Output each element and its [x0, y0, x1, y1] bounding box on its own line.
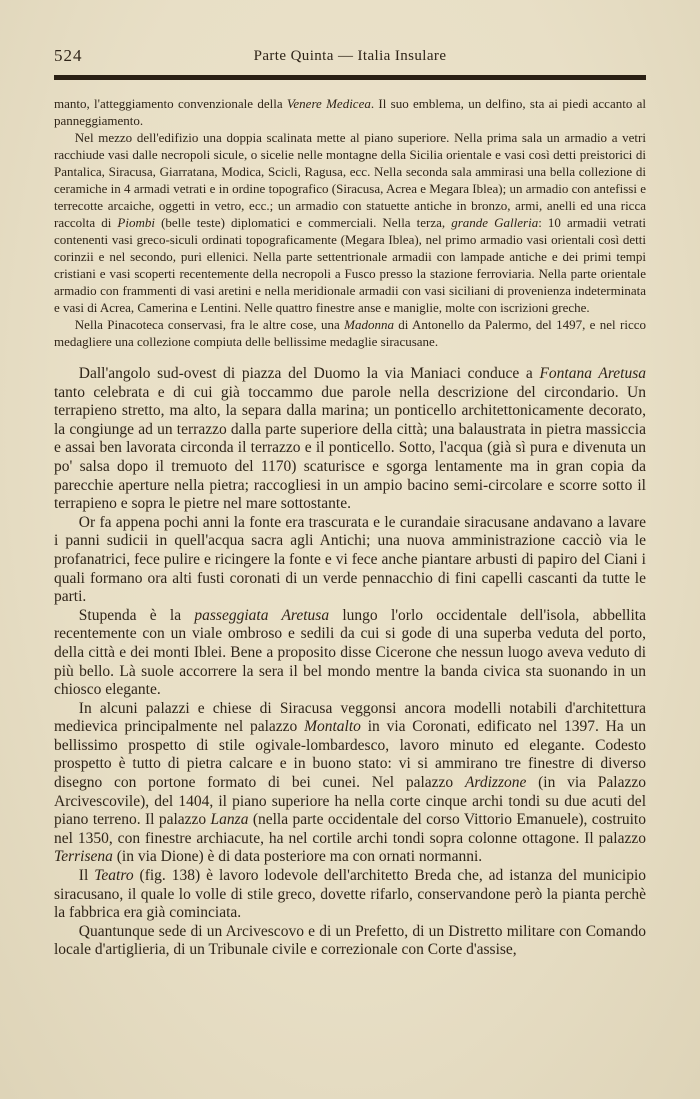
italic-term: Terrisena	[54, 848, 113, 866]
italic-term: Piombi	[117, 215, 155, 230]
text-run: (in via Dione) è di data posteriore ma con ornati normanni.	[112, 848, 483, 866]
paragraph	[54, 316, 646, 350]
main-text-section	[54, 365, 646, 960]
paragraph	[54, 129, 646, 316]
text-run: tanto celebrata e di cui già toccammo due parole nella descrizione del circondario. Un terrapieno stretto, ma alto, la separa dalla marina; un ponticello architettonicamente decorato, la congiunge ad un terrazzo dalla parte superiore della città; una balaustrata in pietra massiccia e assai ben lavorata circonda il terrazzo e il ponticello. Sotto, l'acqua (già sì pura e divenuta un po' salsa dopo il tremuoto del 1170) scaturisce e sgorga lentamente ma in gran copia da parecchie aperture nella pietra; raccogliesi in un ampio bacino semi-circolare e scorre sotto il terrapieno e sopra le pietre nel mare sottostante.	[54, 383, 646, 513]
text-run: di Antonello da Palermo, del 1497, e nel ricco medagliere una collezione compiuta delle bellissime medaglie siracusane.	[54, 317, 646, 349]
text-run: Il	[78, 867, 95, 885]
text-run: Stupenda è la	[78, 606, 195, 624]
italic-term: Montalto	[304, 718, 361, 736]
paragraph	[54, 365, 646, 514]
italic-term: grande Galleria	[451, 215, 539, 230]
running-title: Parte Quinta — Italia Insulare	[253, 48, 447, 64]
header-rule	[54, 75, 646, 80]
text-run: : 10 armadii vetrati contenenti vasi greco-siculi ordinati topograficamente (Megara Iblea), nel primo armadio vasi orientali così detti corinzii e nel secondo, puri ellenici. Nella parte settentrionale armadii con lampade antiche e dei primi tempi cristiani e vasi scoperti recentemente della necropoli a Fusco presso la stazione ferroviaria. Nella parte orientale armadio con frammenti di vasi aretini e nella meridionale armadii con vasi siciliani di provenienza indeterminata e vasi di Acrea, Camerina e Lentini. Nelle quattro finestre anse e maniglie, molte con iscrizioni greche.	[54, 215, 646, 315]
text-run: (fig. 138) è lavoro lodevole dell'architetto Breda che, ad istanza del municipio siracusano, il quale lo volle di stile greco, dovette rifarlo, conservandone però la pianta perchè la fabbrica era già cominciata.	[54, 867, 646, 922]
italic-term: Venere Medicea	[286, 96, 371, 111]
italic-term: Madonna	[344, 317, 394, 332]
text-run: in via Coronati, edificato nel 1397. Ha un bellissimo prospetto di stile ogivale-lombardesco, lavoro minuto ed elegante. Codesto prospetto è tutto di pietra calcare e in buono stato: vi si ammirano tre finestre di diverso disegno con portone formato di bei cunei. Nel palazzo	[54, 718, 646, 792]
paragraph	[54, 607, 646, 700]
italic-term: Ardizzone	[464, 774, 527, 792]
italic-term: passeggiata Aretusa	[194, 606, 330, 624]
text-run: Nella Pinacoteca conservasi, fra le altre cose, una	[74, 317, 345, 332]
text-run: manto, l'atteggiamento convenzionale della	[54, 96, 287, 111]
italic-term: Teatro	[94, 867, 134, 885]
text-run: . Il suo emblema, un delfino, sta ai piedi accanto al panneggiamento.	[54, 96, 647, 128]
paragraph	[54, 95, 646, 129]
text-run: lungo l'orlo occidentale dell'isola, abbellita recentemente con un viale ombroso e sedili da cui si gode di una superba veduta del porto, della città e dei monti Iblei. Bene a proposito disse Cicerone che nessun luogo aveva veduto di più bello. Là suole accorrere la sera il bel mondo mentre la banda civica sta suonando in un chiosco elegante.	[54, 606, 646, 699]
paragraph	[54, 700, 646, 867]
small-print-section	[54, 95, 646, 350]
text-run: (nella parte occidentale del corso Vittorio Emanuele), costruito nel 1350, con finestre archiacute, ha nel cortile archi tondi sopra colonne ottagone. Il palazzo	[54, 811, 646, 847]
text-run: (in via Palazzo Arcivescovile), del 1404, il piano superiore ha nella corte cinque archi tondi su due acuti del piano terreno. Il palazzo	[54, 774, 646, 829]
paragraph	[54, 514, 646, 607]
text-run: Nel mezzo dell'edifizio una doppia scalinata mette al piano superiore. Nella prima sala un armadio a vetri racchiude vasi dalle necropoli sicule, o sicelie nelle montagne della Sicilia orientale e vasi così detti preistorici di Pantalica, Siracusa, Giarratana, Modica, Scicli, Ragusa, ecc. Nella seconda sala ammirasi una bella collezione di ceramiche in 4 armadi vetrati e in ordine topografico (Siracusa, Acrea e Megara Iblea); un armadio con antefissi e terrecotte arcaiche, oggetti in vetro, ecc.; un armadio con statuette antiche in bronzo, armi, anelli ed una ricca raccolta di	[54, 130, 646, 230]
paragraph	[54, 923, 646, 960]
page-number: 524	[54, 46, 83, 65]
text-run: (belle teste) diplomatici e commerciali. Nella terza,	[154, 215, 452, 230]
text-run: Quantunque sede di un Arcivescovo e di un Prefetto, di un Distretto militare con Comando locale d'artiglieria, di un Tribunale civile e correzionale con Corte d'assise,	[54, 922, 646, 959]
page-header	[54, 44, 646, 70]
italic-term: Lanza	[210, 811, 249, 829]
text-run: Dall'angolo sud-ovest di piazza del Duomo la via Maniaci conduce a	[78, 365, 540, 382]
page-body	[54, 95, 646, 960]
text-run: Or fa appena pochi anni la fonte era trascurata e le curandaie siracusane andavano a lavare i panni sudicii in quell'acqua sacra agli Antichi; una nuova amministrazione cacciò via le profanatrici, fece pulire e ricingere la fonte e vi fece anche piantare arbusti di papiro del Ciani i quali formano ora alti fusti coronati di un verde pennacchio di fini capelli cascanti da tutte le parti.	[54, 513, 646, 606]
text-run: In alcuni palazzi e chiese di Siracusa veggonsi ancora modelli notabili d'architettura medievica principalmente nel palazzo	[54, 699, 646, 736]
paragraph	[54, 867, 646, 923]
italic-term: Fontana Aretusa	[539, 365, 647, 382]
